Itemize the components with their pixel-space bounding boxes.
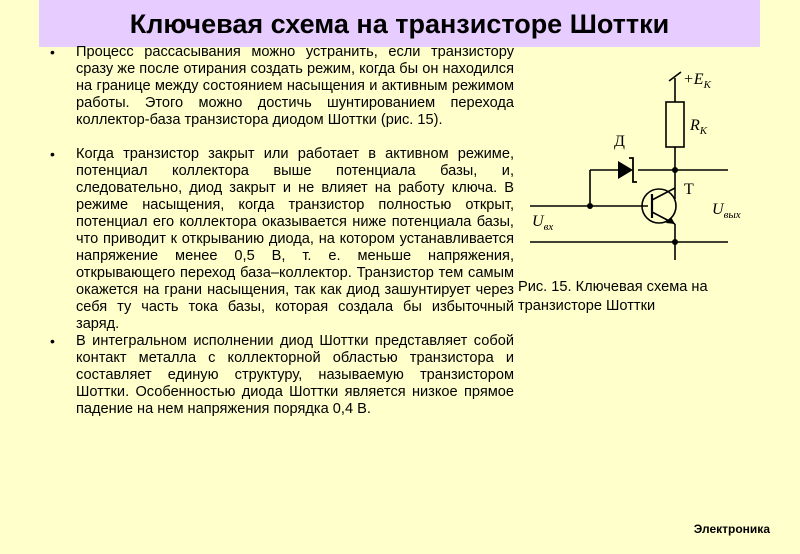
- bullet-dot: •: [50, 146, 55, 162]
- output-label: $U_{вых}$: [712, 201, 741, 221]
- input-label: $U_{вх}$: [532, 213, 554, 233]
- junction-dot: [672, 167, 678, 173]
- circuit-figure: [520, 62, 760, 272]
- junction-dot: [587, 203, 593, 209]
- paragraph-3: В интегральном исполнении диод Шоттки представляет собой контакт металла с коллекторной областью транзистора и составляет единую структуру, называемую транзистором Шоттки. Особенностью диода Шоттки является низкое прямое падение на нем напряжения порядка 0,4 В.: [76, 333, 514, 417]
- supply-label: $+E_К$: [683, 71, 711, 91]
- paragraph-1: Процесс рассасывания можно устранить, если транзистору сразу же после отирания создать режим, когда бы он находился на границе между состоянием насыщения и активным режимом работы. Этого можно достичь шунтированием перехода коллектор-база транзистора диодом Шоттки (рис. 15).: [76, 44, 514, 128]
- bullet-item: [50, 44, 514, 129]
- slide-title: Ключевая схема на транзисторе Шоттки: [129, 9, 670, 39]
- resistor-label: $R_К$: [690, 117, 708, 137]
- bullet-dot: •: [50, 44, 55, 60]
- bullet-item: [50, 146, 514, 333]
- diode-label: Д: [614, 133, 625, 150]
- diode-triangle: [618, 161, 633, 179]
- bullet-dot: •: [50, 333, 55, 349]
- resistor-rc: [666, 102, 684, 147]
- footer-label: Электроника: [693, 522, 770, 536]
- figure-caption: Рис. 15. Ключевая схема на транзисторе Шоттки: [518, 279, 708, 314]
- paragraph-2: Когда транзистор закрыт или работает в активном режиме, потенциал коллектора выше потенциала базы, и, следовательно, диод закрыт и не влияет на работу ключа. В режиме насыщения, когда транзистор полностью открыт, потенциал его коллектора оказывается ниже потенциала базы, что приводит к открыванию диода, на котором устанавливается напряжение менее 0,5 В, т. е. меньше напряжения, открывающего переход база–коллектор. Транзистор тем самым окажется на грани насыщения, так как диод зашунтирует через себя ту часть тока базы, которая создала бы избыточный заряд.: [76, 146, 514, 332]
- bullet-item: [50, 333, 514, 418]
- circuit-diagram: [520, 62, 760, 272]
- transistor-label: Т: [684, 181, 694, 198]
- junction-dot: [672, 239, 678, 245]
- slide-body: [50, 44, 514, 418]
